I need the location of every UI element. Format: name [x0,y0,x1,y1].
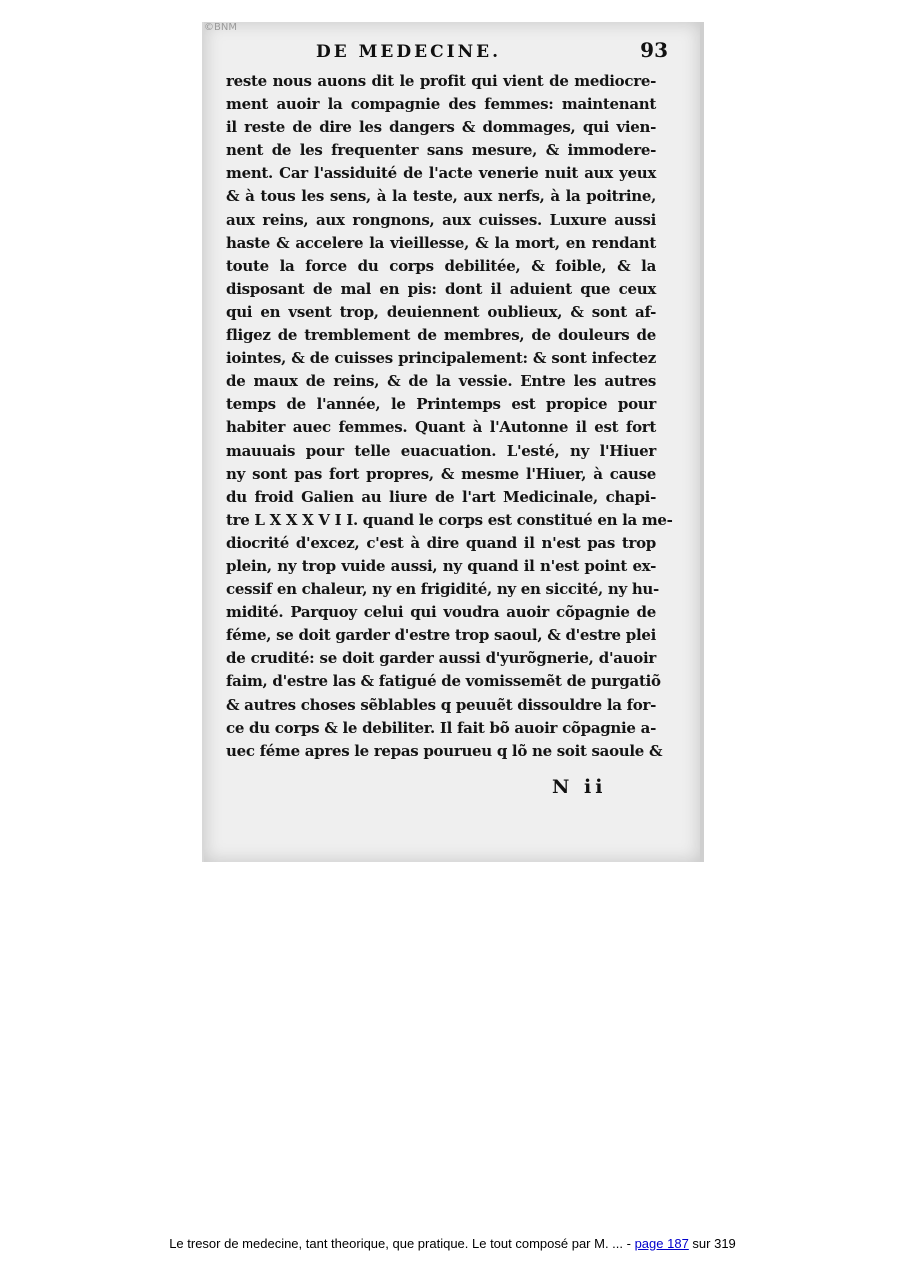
text-line: iointes, & de cuisses principalement: & sont infectez [226,349,656,368]
text-line: mauuais pour telle euacuation. L'esté, ny l'Hiuer [226,441,656,460]
text-line: & autres choses sẽblables q peuuẽt dissouldre la for- [226,695,656,714]
text-line: féme, se doit garder d'estre trop saoul, & d'estre plei [226,626,656,645]
page-number: 93 [640,38,668,62]
text-line: uec féme apres le repas pourueu q lõ ne soit saoule & [226,741,663,760]
text-line: nent de les frequenter sans mesure, & immodere- [226,141,656,160]
signature-mark: N ii [552,776,607,798]
book-title: Le tresor de medecine, tant theorique, que pratique. Le tout composé par M. ... - [169,1236,635,1251]
page-link[interactable]: page 187 [634,1236,689,1251]
text-line: cessif en chaleur, ny en frigidité, ny en siccité, ny hu- [226,580,659,599]
text-line: diocrité d'excez, c'est à dire quand il n'est pas trop [226,533,656,552]
text-line: il reste de dire les dangers & dommages, qui vien- [226,118,656,137]
text-line: fligez de tremblement de membres, de douleurs de [226,326,656,345]
text-line: reste nous auons dit le profit qui vient de mediocre- [226,72,656,90]
text-line: haste & accelere la vieillesse, & la mort, en rendant [226,233,656,252]
text-line: ment. Car l'assiduité de l'acte venerie nuit aux yeux [226,164,656,183]
text-line: du froid Galien au liure de l'art Medicinale, chapi- [226,487,656,506]
text-line: & à tous les sens, à la teste, aux nerfs, à la poitrine, [226,187,656,206]
text-line: de maux de reins, & de la vessie. Entre les autres [226,372,656,391]
footer-caption [0,1236,905,1251]
text-line: de crudité: se doit garder aussi d'yurõgnerie, d'auoir [226,649,656,668]
scanned-page [202,22,704,862]
text-line: ny sont pas fort propres, & mesme l'Hiuer, à cause [226,464,656,483]
body-text [226,70,673,763]
text-line: plein, ny trop vuide aussi, ny quand il n'est point ex- [226,556,656,575]
running-title: DE MEDECINE. [316,42,501,62]
text-line: aux reins, aux rongnons, aux cuisses. Luxure aussi [226,210,656,229]
text-line: temps de l'année, le Printemps est propice pour [226,395,656,414]
text-line: tre L X X X V I I. quand le corps est constitué en la me- [226,510,673,529]
text-line: midité. Parquoy celui qui voudra auoir cõpagnie de [226,603,656,622]
watermark: ©BNM [204,22,237,33]
text-line: ment auoir la compagnie des femmes: maintenant [226,95,656,114]
text-line: toute la force du corps debilitée, & foible, & la [226,256,656,275]
text-line: qui en vsent trop, deuiennent oublieux, & sont af- [226,302,656,321]
text-line: ce du corps & le debiliter. Il fait bõ auoir cõpagnie a- [226,718,656,737]
text-line: disposant de mal en pis: dont il aduient que ceux [226,279,656,298]
page-total: sur 319 [688,1236,736,1251]
text-line: habiter auec femmes. Quant à l'Autonne il est fort [226,418,656,437]
text-line: faim, d'estre las & fatigué de vomissemẽt de purgatiõ [226,672,661,691]
